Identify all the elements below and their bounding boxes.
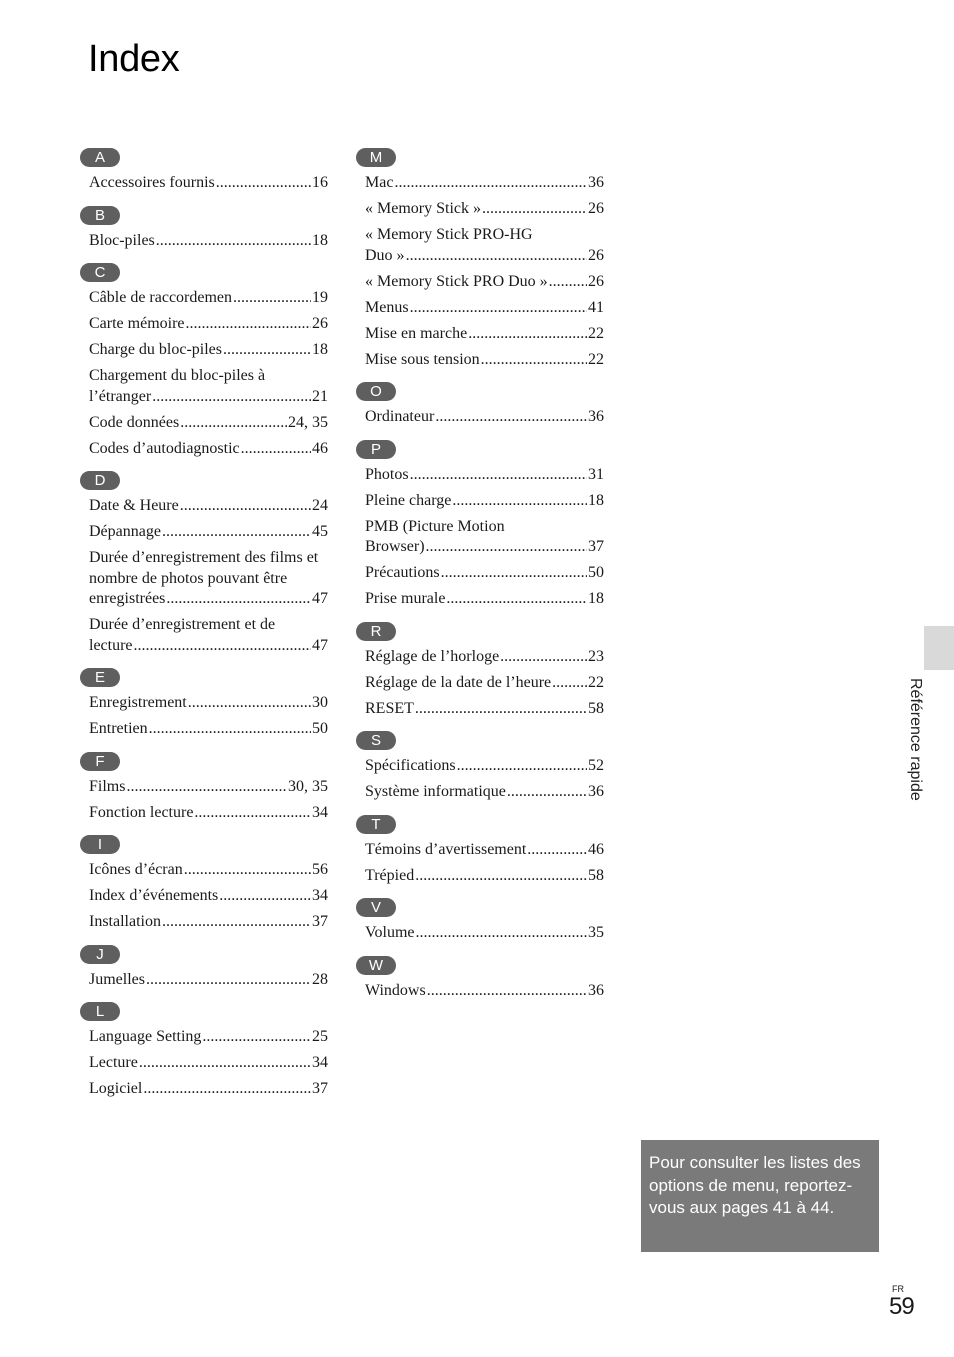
dot-leader [468,324,587,345]
dot-leader [223,340,311,361]
section-letter-badge: J [80,945,120,964]
entry-page-number: 36 [588,783,604,800]
section-letter-badge: M [356,148,396,167]
entry-row [89,912,328,933]
entry-label: Prise murale [365,590,446,607]
section-letter-badge: D [80,471,120,490]
entry-label: Câble de raccordemen [89,289,233,306]
section-letter-badge: F [80,752,120,771]
dot-leader [188,693,311,714]
dot-leader [202,1027,311,1048]
entry-row [89,693,328,714]
entry-page-number: 37 [588,538,604,555]
index-entry [365,866,604,887]
entry-label: Logiciel [89,1080,143,1097]
entry-page-number: 58 [588,866,604,884]
entry-row [89,314,328,335]
entry-page-number: 30 [312,694,328,711]
index-section-a [80,148,328,194]
section-letter-badge: E [80,668,120,687]
entry-row [89,522,328,543]
entry-row [89,496,328,517]
entry-page-number: 37 [312,913,328,930]
entry-label: Carte mémoire [89,315,185,332]
entry-page-number: 34 [312,887,328,904]
entry-label: Menus [365,298,409,316]
entry-row [89,340,328,361]
entry-label: Duo » [365,246,405,264]
index-section-o [356,382,604,428]
entry-row [365,199,604,220]
entry-page-number: 35 [588,924,604,941]
entry-page-number: 18 [312,231,328,249]
entry-label: Mise sous tension [365,350,480,368]
entry-label: lecture [89,636,133,654]
index-entry [89,366,328,407]
index-entry [89,314,328,335]
entry-page-number: 22 [588,673,604,691]
entry-label: Icônes d’écran [89,861,183,878]
entry-label: l’étranger [89,387,152,405]
index-entries [89,693,328,740]
index-entries [365,465,604,610]
entry-page-number: 22 [588,350,604,368]
index-entries [365,756,604,803]
index-entry [365,491,604,512]
entry-row [365,350,604,371]
dot-leader [552,673,587,694]
index-entries [365,981,604,1002]
index-entry [365,673,604,694]
index-section-m [356,148,604,370]
entry-row [89,589,328,610]
index-entries [89,1027,328,1100]
section-letter-badge: A [80,148,120,167]
entry-row [89,777,328,798]
dot-leader [233,288,311,309]
index-entry [365,517,604,558]
index-entries [89,860,328,933]
entry-label: Index d’événements [89,887,219,904]
index-entries [365,923,604,944]
section-letter-badge: L [80,1002,120,1021]
entry-page-number: 58 [588,699,604,717]
index-entries [89,777,328,824]
entry-page-number: 50 [588,564,604,581]
entry-label: Jumelles [89,970,145,988]
index-entries [365,840,604,887]
index-entry [365,272,604,293]
dot-leader [435,407,587,428]
entry-row [89,387,328,408]
section-letter-badge: W [356,956,396,975]
index-section-p [356,440,604,610]
index-entry [89,173,328,194]
entry-row [365,407,604,428]
dot-leader [406,246,587,267]
dot-leader [427,981,587,1002]
entry-page-number: 16 [312,174,328,191]
index-entry [89,439,328,460]
index-entries [365,173,604,370]
index-entries [365,407,604,428]
section-letter-badge: R [356,622,396,641]
entry-label: Précautions [365,564,440,581]
entry-page-number: 31 [588,465,604,483]
dot-leader [162,522,311,543]
index-entry [89,912,328,933]
index-entry [365,923,604,944]
index-entry [89,340,328,361]
entry-label: Trépied [365,866,415,884]
index-section-e [80,668,328,740]
entry-label-start: Durée d’enregistrement des films et nombre de photos pouvant être [89,549,319,587]
dot-leader [162,912,311,933]
index-entry [365,647,604,668]
dot-leader [126,777,287,798]
section-letter-badge: S [356,731,396,750]
entry-page-number: 19 [312,289,328,306]
entry-label: Réglage de la date de l’heure [365,673,552,691]
entry-row [365,246,604,267]
index-entry [365,324,604,345]
index-section-d [80,471,328,656]
dot-leader [549,272,587,293]
entry-row [365,756,604,777]
index-entry [89,231,328,252]
entry-page-number: 22 [588,324,604,342]
index-section-t [356,815,604,887]
index-section-r [356,622,604,720]
entry-row [365,173,604,194]
dot-leader [216,173,311,194]
entry-label: Témoins d’avertissement [365,840,527,858]
section-side-label: Référence rapide [907,678,924,801]
entry-row [89,288,328,309]
index-entry [365,563,604,584]
dot-leader [241,439,311,460]
entry-row [365,647,604,668]
index-section-b [80,206,328,252]
index-entry [365,756,604,777]
entry-label-start: Chargement du bloc-piles à [89,367,266,384]
dot-leader [527,840,587,861]
entry-row [365,589,604,610]
index-section-c [80,263,328,459]
index-section-i [80,835,328,933]
dot-leader [186,314,311,335]
entry-row [365,298,604,319]
entry-label: Installation [89,913,161,930]
index-entry [89,1079,328,1100]
entry-page-number: 18 [588,491,604,509]
entry-row [365,866,604,887]
entry-row [365,699,604,720]
dot-leader [152,387,311,408]
index-entry [89,548,328,610]
index-entries [89,173,328,194]
section-letter-badge: T [356,815,396,834]
entry-label-start: « Memory Stick PRO-HG [365,226,533,243]
entry-label: Enregistrement [89,694,187,711]
index-entry [365,699,604,720]
entry-label: Accessoires fournis [89,174,215,191]
entry-page-number: 37 [312,1080,328,1097]
dot-leader [219,886,311,907]
dot-leader [426,537,587,558]
entry-row [365,324,604,345]
dot-leader [482,199,587,220]
entry-page-number: 26 [588,272,604,290]
entry-page-number: 21 [312,387,328,405]
index-entry [89,288,328,309]
index-section-w [356,956,604,1002]
entry-page-number: 47 [312,590,328,607]
index-entries [89,496,328,656]
entry-label: « Memory Stick PRO Duo » [365,272,548,290]
entry-label: Ordinateur [365,408,435,425]
index-section-v [356,898,604,944]
entry-row [89,231,328,252]
dot-leader [166,589,311,610]
entry-label: Spécifications [365,757,456,774]
entry-page-number: 47 [312,636,328,654]
entry-row [365,537,604,558]
index-entry [365,298,604,319]
dot-leader [156,231,311,252]
index-entry [365,782,604,803]
index-entry [365,199,604,220]
entry-row [365,782,604,803]
entry-page-number: 34 [312,803,328,821]
index-entry [365,465,604,486]
entry-row [365,840,604,861]
index-entry [89,777,328,798]
index-entry [365,407,604,428]
dot-leader [394,173,587,194]
entry-row [365,673,604,694]
index-entry [365,589,604,610]
entry-label: Pleine charge [365,491,452,509]
dot-leader [146,970,311,991]
entry-row [89,886,328,907]
entry-row [365,491,604,512]
index-entry [365,981,604,1002]
section-letter-badge: V [356,898,396,917]
entry-row [365,465,604,486]
index-entry [365,225,604,266]
entry-row [89,860,328,881]
index-entries [89,288,328,459]
index-section-j [80,945,328,991]
entry-row [365,272,604,293]
index-entry [89,413,328,434]
dot-leader [446,589,587,610]
index-section-s [356,731,604,803]
section-letter-badge: C [80,263,120,282]
index-entry [365,840,604,861]
entry-page-number: 56 [312,861,328,878]
entry-label: Charge du bloc-piles [89,341,223,358]
entry-page-number: 46 [588,840,604,858]
entry-label: Code données [89,413,180,431]
section-letter-badge: B [80,206,120,225]
entry-label: Bloc-piles [89,231,155,249]
page-title: Index [88,38,180,80]
entry-label: Language Setting [89,1028,202,1045]
entry-label: Mac [365,174,394,191]
entry-page-number: 46 [312,439,328,457]
index-entry [365,173,604,194]
entry-page-number: 23 [588,647,604,665]
entry-row [89,636,328,657]
index-section-l [80,1002,328,1100]
entry-page-number: 52 [588,757,604,774]
entry-page-number: 41 [588,298,604,316]
entry-page-number: 36 [588,174,604,191]
entry-row [89,803,328,824]
index-entry [365,350,604,371]
index-entry [89,1053,328,1074]
index-entry [89,970,328,991]
dot-leader [481,350,587,371]
entry-page-number: 36 [588,408,604,425]
index-entry [89,615,328,656]
section-letter-badge: O [356,382,396,401]
entry-label: Système informatique [365,783,506,800]
entry-label: enregistrées [89,590,166,607]
dot-leader [415,699,587,720]
index-entry [89,693,328,714]
dot-leader [415,923,587,944]
entry-page-number: 30, 35 [288,777,328,795]
entry-page-number: 24, 35 [288,413,328,431]
section-tab-marker [924,626,954,670]
index-entry [89,860,328,881]
entry-page-number: 18 [312,341,328,358]
index-entries [89,231,328,252]
index-entry [89,719,328,740]
dot-leader [180,496,311,517]
entry-row [89,719,328,740]
entry-label: Mise en marche [365,324,468,342]
entry-row [89,439,328,460]
entry-row [365,923,604,944]
dot-leader [507,782,587,803]
dot-leader [139,1053,311,1074]
section-letter-badge: I [80,835,120,854]
dot-leader [149,719,311,740]
index-entries [89,970,328,991]
entry-label: Films [89,777,126,795]
index-entry [89,1027,328,1048]
entry-row [89,1079,328,1100]
entry-label: Réglage de l’horloge [365,647,500,665]
menu-options-note: Pour consulter les listes des options de menu, reportez-vous aux pages 41 à 44. [641,1140,879,1252]
index-column-middle [356,148,604,1013]
entry-page-number: 26 [312,315,328,332]
index-entry [89,803,328,824]
entry-page-number: 34 [312,1054,328,1071]
dot-leader [194,803,311,824]
index-entries [365,647,604,720]
entry-page-number: 25 [312,1028,328,1045]
dot-leader [143,1079,311,1100]
entry-label: « Memory Stick » [365,200,481,217]
entry-label: Entretien [89,720,148,737]
entry-label: RESET [365,699,414,717]
entry-page-number: 28 [312,970,328,988]
dot-leader [410,298,587,319]
dot-leader [457,756,587,777]
entry-label: Date & Heure [89,497,179,514]
entry-label: Browser) [365,538,425,555]
entry-label: Codes d’autodiagnostic [89,439,240,457]
entry-label: Photos [365,465,409,483]
language-code: FR [892,1284,904,1294]
index-entry [89,496,328,517]
page-number: 59 [889,1293,914,1320]
dot-leader [180,413,287,434]
entry-label: Dépannage [89,523,161,540]
entry-label: Fonction lecture [89,803,194,821]
dot-leader [410,465,587,486]
entry-page-number: 24 [312,497,328,514]
entry-label: Lecture [89,1054,138,1071]
entry-row [89,413,328,434]
entry-row [89,173,328,194]
index-column-left [80,148,328,1112]
index-entry [89,886,328,907]
entry-row [365,981,604,1002]
dot-leader [452,491,587,512]
entry-label: Windows [365,981,426,999]
entry-row [365,563,604,584]
entry-page-number: 26 [588,246,604,264]
entry-page-number: 45 [312,523,328,540]
entry-page-number: 26 [588,200,604,217]
dot-leader [134,636,311,657]
entry-label-start: PMB (Picture Motion [365,517,505,535]
entry-page-number: 50 [312,720,328,737]
entry-row [89,970,328,991]
dot-leader [441,563,587,584]
dot-leader [415,866,587,887]
entry-page-number: 36 [588,981,604,999]
section-letter-badge: P [356,440,396,459]
entry-row [89,1027,328,1048]
index-section-f [80,752,328,824]
dot-leader [184,860,311,881]
dot-leader [500,647,587,668]
index-entry [89,522,328,543]
entry-row [89,1053,328,1074]
entry-label-start: Durée d’enregistrement et de [89,616,276,633]
entry-page-number: 18 [588,590,604,607]
entry-label: Volume [365,924,415,941]
